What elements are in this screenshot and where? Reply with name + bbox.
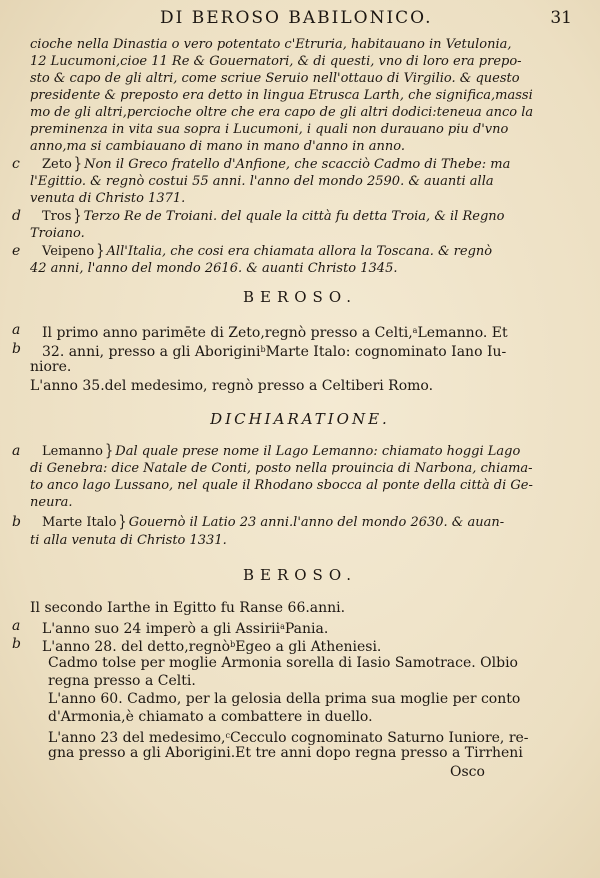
note-marker: a <box>12 322 21 338</box>
section-heading: BEROSO. <box>242 566 358 584</box>
footnote-ref: b <box>230 640 236 649</box>
catchword: Osco <box>450 764 485 780</box>
note-term: Veipeno <box>42 244 95 259</box>
note-line: l'Egittio. & regnò costui 55 anni. l'anno del mondo 2590. & auanti alla <box>30 174 494 189</box>
note-line: sto & capo de gli altri, come scriue Seruio nell'ottauo di Virgilio. & questo <box>30 71 520 86</box>
running-title: DI BEROSO BABILONICO. <box>160 8 433 28</box>
note-line: neura. <box>30 495 73 510</box>
note-term: Tros <box>42 209 72 224</box>
note-text: Dal quale prese nome il Lago Lemanno: chiamato hoggi Lago <box>115 444 521 459</box>
note-text: All'Italia, che cosi era chiamata allora la Toscana. & regnò <box>106 244 493 259</box>
note-line: venuta di Christo 1371. <box>30 191 186 206</box>
book-page: DI BEROSO BABILONICO. 31 cioche nella Dinastia o vero potentato c'Etruria, habitauano in Vetulonia, 12 Lucumoni,cioe 11 Re & Gouernatori, & di questi, vno di loro era prepo- sto & capo de gli altri, come scriue Seruio nell'ottauo di Virgilio. & questo presidente & preposto era detto in lingua Etrusca Larth, che significa,massi mo de gli altri,percioche oltre che era capo de gli altri dodici:teneua anco la preminenza in vita sua sopra i Lucumoni, i quali non durauano piu d'vno anno,ma si cambiauano di mano in mano d'anno in anno. c Zeto } Non il Greco fratello d'Anfione, che scacciò Cadmo di Thebe: ma l'Egittio. & regnò costui 55 anni. l'anno del mondo 2590. & auanti alla venuta di Christo 1371. d Tros } Terzo Re de Troiani. del quale la città fu detta Troia, & il Regno Troiano. e Veipeno } All'Italia, che cosi era chiamata allora la Toscana. & regnò 42 anni, l'anno del mondo 2616. & auanti Christo 1345. BEROSO. a Il primo anno parimēte di Zeto,regnò presso a Celti,$^a$Lemanno. Et b 32. anni, presso a gli Aborigini$^b$Marte Italo: cognominato Iano Iu- niore. L'anno 35.del medesimo, regnò presso a Celtiberi Romo. DICHIARATIONE. a Lemanno } Dal quale prese nome il Lago Lemanno: chiamato hoggi Lago di Genebra: dice Natale de Conti, posto nella prouincia di Narbona, chiama- to anco lago Lussano, nel quale il Rhodano sbocca al ponte della città di Ge- neura. b Marte Italo } Gouernò il Latio 23 anni.l'anno del mondo 2630. & auan- ti alla venuta di Christo 1331. BEROSO. Il secondo Iarthe in Egitto fu Ranse 66.anni. a L'anno suo 24 imperò a gli Assirii$^a$Pania. b L'anno 28. del detto,regnò$^b$Egeo a gli Atheniesi. Cadmo tolse per moglie Armonia sorella di Iasio Samotrace. Olbio regna presso a Celti. L'anno 60. Cadmo, per la gelosia della prima sua moglie per conto d'Armonia,è chiamato a combattere in duello. L'anno 23 del medesimo,$^c$Cecculo cognominato Saturno Iuniore, re- gna presso a gli Aborigini.Et tre anni dopo regna presso a Tirrheni Osco <box>0 0 600 878</box>
text-line: regna presso a Celti. <box>48 673 196 689</box>
note-marker: d <box>12 208 21 224</box>
section-heading: BEROSO. <box>242 288 358 306</box>
note-marker: b <box>12 636 21 652</box>
footnote-ref: a <box>280 622 285 631</box>
page-number: 31 <box>550 8 572 28</box>
text-line: niore. <box>30 359 72 375</box>
note-line: cioche nella Dinastia o vero potentato c'Etruria, habitauano in Vetulonia, <box>30 37 512 52</box>
text-line: Il secondo Iarthe in Egitto fu Ranse 66.anni. <box>30 600 346 616</box>
note-marker: a <box>12 443 21 459</box>
section-heading: DICHIARATIONE. <box>210 410 390 428</box>
footnote-ref: a <box>412 326 418 335</box>
note-text: Terzo Re de Troiani. del quale la città fu detta Troia, & il Regno <box>83 209 505 224</box>
note-term: Lemanno <box>42 444 103 459</box>
text-line: L'anno 60. Cadmo, per la gelosia della prima sua moglie per conto <box>48 691 521 707</box>
note-text: Gouernò il Latio 23 anni.l'anno del mondo 2630. & auan- <box>128 515 505 530</box>
note-line: ti alla venuta di Christo 1331. <box>30 533 227 548</box>
note-line: to anco lago Lussano, nel quale il Rhodano sbocca al ponte della città di Ge- <box>30 478 533 493</box>
note-line: 12 Lucumoni,cioe 11 Re & Gouernatori, & di questi, vno di loro era prepo- <box>30 54 522 69</box>
running-header <box>30 6 572 32</box>
note-line: di Genebra: dice Natale de Conti, posto nella prouincia di Narbona, chiama- <box>30 461 533 476</box>
note-marker: c <box>12 156 20 172</box>
note-line: mo de gli altri,percioche oltre che era capo de gli altri dodici:teneua anco la <box>30 105 534 120</box>
text-line: L'anno 35.del medesimo, regnò presso a Celtiberi Romo. <box>30 378 434 394</box>
note-term: Marte Italo <box>42 515 117 530</box>
note-marker: e <box>12 243 21 259</box>
note-line: presidente & preposto era detto in lingua Etrusca Larth, che significa,massi <box>30 88 533 103</box>
text-line: Cadmo tolse per moglie Armonia sorella di Iasio Samotrace. Olbio <box>48 655 518 671</box>
note-marker: b <box>12 514 21 530</box>
footnote-ref: b <box>260 345 266 354</box>
text-line: gna presso a gli Aborigini.Et tre anni dopo regna presso a Tirrheni <box>48 745 523 761</box>
note-text: Non il Greco fratello d'Anfione, che scacciò Cadmo di Thebe: ma <box>84 157 511 172</box>
note-marker: a <box>12 618 21 634</box>
note-line: preminenza in vita sua sopra i Lucumoni, i quali non durauano piu d'vno <box>30 122 509 137</box>
note-line: anno,ma si cambiauano di mano in mano d'anno in anno. <box>30 139 406 154</box>
note-line: 42 anni, l'anno del mondo 2616. & auanti Christo 1345. <box>30 261 398 276</box>
text-line: d'Armonia,è chiamato a combattere in duello. <box>48 709 373 725</box>
note-line: Troiano. <box>30 226 85 241</box>
text-line: L'anno 23 del medesimo,$^c$Cecculo cognominato Saturno Iuniore, re- <box>48 730 529 746</box>
note-term: Zeto <box>42 157 72 172</box>
note-marker: b <box>12 341 21 357</box>
footnote-ref: c <box>225 731 230 740</box>
